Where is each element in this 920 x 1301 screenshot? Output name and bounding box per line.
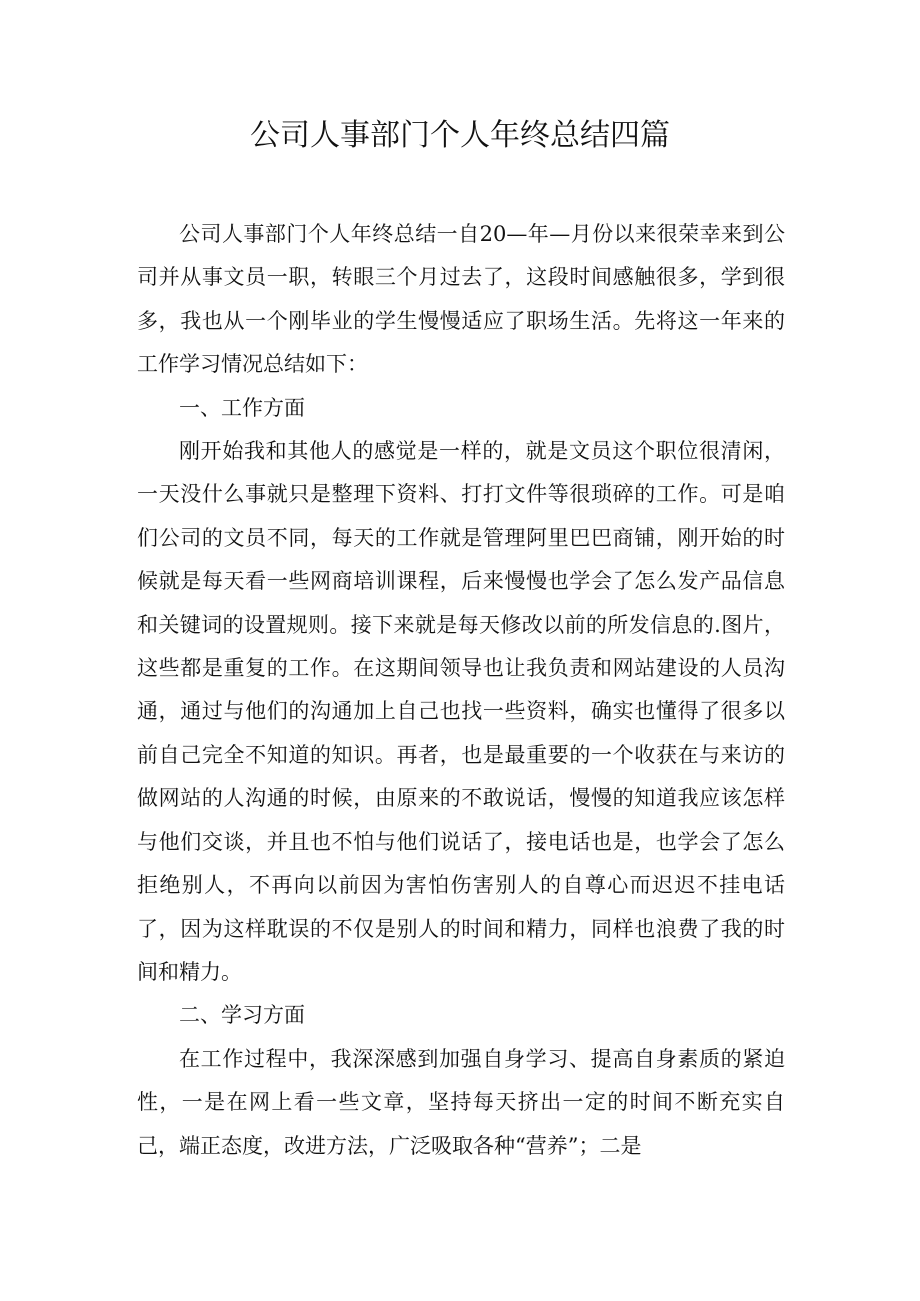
paragraph-study: 在工作过程中，我深深感到加强自身学习、提高自身素质的紧迫性，一是在网上看一些文章，坚持每天挤出一定的时间不断充实自己，端正态度，改进方法，广泛吸取各种“营养”；二是 bbox=[137, 1046, 785, 1158]
document-body bbox=[137, 213, 785, 1168]
section-heading-work: 一、工作方面 bbox=[179, 395, 305, 420]
paragraph-work: 刚开始我和其他人的感觉是一样的，就是文员这个职位很清闲，一天没什么事就只是整理下资料、打打文件等很琐碎的工作。可是咱们公司的文员不同，每天的工作就是管理阿里巴巴商铺，刚开始的时候就是每天看一些网商培训课程，后来慢慢也学会了怎么发产品信息和关键词的设置规则。接下来就是每天修改以前的所发信息的.图片，这些都是重复的工作。在这期间领导也让我负责和网站建设的人员沟通，通过与他们的沟通加上自己也找一些资料，确实也懂得了很多以前自己完全不知道的知识。再者，也是最重要的一个收获在与来访的做网站的人沟通的时候，由原来的不敢说话，慢慢的知道我应该怎样与他们交谈，并且也不怕与他们说话了，接电话也是，也学会了怎么拒绝别人，不再向以前因为害怕伤害别人的自尊心而迟迟不挂电话了，因为这样耽误的不仅是别人的时间和精力，同样也浪费了我的时间和精力。 bbox=[137, 439, 785, 984]
document-title: 公司人事部门个人年终总结四篇 bbox=[250, 118, 670, 153]
section-heading-study: 二、学习方面 bbox=[179, 1003, 305, 1028]
paragraph-intro: 公司人事部门个人年终总结一自20—年—月份以来很荣幸来到公司并从事文员一职，转眼三个月过去了，这段时间感触很多，学到很多，我也从一个刚毕业的学生慢慢适应了职场生活。先将这一年来的工作学习情况总结如下： bbox=[137, 222, 785, 377]
